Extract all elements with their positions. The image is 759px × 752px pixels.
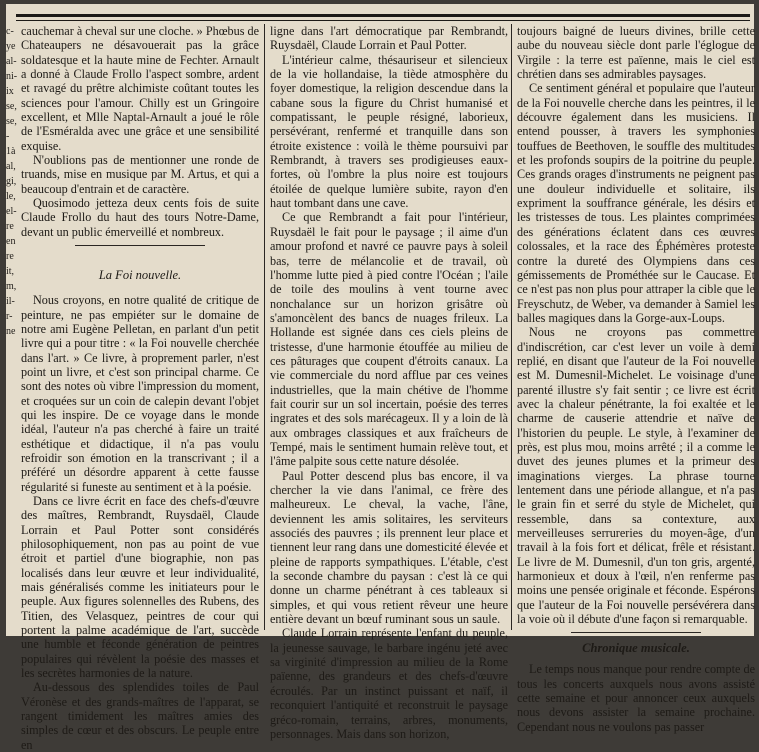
column-2 bbox=[270, 24, 508, 741]
paragraph: Nous croyons, en notre qualité de critique de peinture, ne pas empiéter sur le domaine de notre ami Eugène Pelletan, en parlant d'un petit livre qui a pour titre : « la Foi nouvelle cherchée dans l'art. » Ce livre, à proprement parler, n'est point un livre, et c'est son principal charme. Ce sont des notes où vibre l'impression du moment, et croquées sur un coin de calepin devant l'objet qui les inspire. De ce voyage dans le monde idéal, l'auteur n'a pas cherché à faire un traité esthétique et didactique, il n'a pas voulu refroidir son émotion en la transcrivant ; il a préféré un désordre apparent à cette fausse régularité si funeste au sentiment et à la poésie. bbox=[21, 293, 259, 494]
newspaper-page bbox=[6, 4, 755, 752]
paragraph: Dans ce livre écrit en face des chefs-d'œuvre des maîtres, Rembrandt, Ruysdaël, Claude Lorrain et Paul Potter sont considérés philosophiquement, non pas au point de vue étroit et partiel d'une biographie, non pas localisés dans leur œuvre et leur individualité, mais généralisés comme les initiateurs pour le peuple. Aux figures solennelles des Rubens, des Titien, des Velasquez, peintres de cour qui portent la palme académique de l'art, succède une humble et féconde génération de peintres populaires qui révèlent la poésie des masses et les secrètes harmonies de la nature. bbox=[21, 493, 259, 681]
paragraph: Nous ne croyons pas commettre d'indiscrétion, car c'est lever un voile à demi replié, en disant que l'auteur de la Foi nouvelle est M. Dumesnil-Michelet. Le voisinage d'une parenté illustre s'y fait sentir ; ce livre est écrit avec la chaleur pénétrante, la foi exaltée et le charme de causerie attendrie et naïve de l'historien du peuple. Le style, à l'examiner de près, est plus mou, moins arrêté ; il a comme le duvet des jeunes plumes et la primeur des imaginations vierges. La phrase tourne lentement dans une période allangue, et n'a pas le grain fin et serré du style de Michelet, qui ressemble, dans sa contexture, aux merveilleuses serrureries du moyen-âge, d'un travail à la fois fort et délicat, frêle et résistant. Le livre de M. Dumesnil, d'un ton gris, argenté, harmonieux et doux à l'œil, n'en renferme pas moins une pensée originale et féconde. Espérons que l'auteur de la Foi nouvelle persévérera dans la voie où il débute d'une façon si remarquable. bbox=[517, 325, 755, 627]
section-heading-foi-nouvelle: La Foi nouvelle. bbox=[98, 268, 182, 283]
paragraph: Ce sentiment général et populaire que l'auteur de la Foi nouvelle cherche dans les peintres, il le découvre également dans les musiciens. Il entend pousser, à travers les symphonies touffues de Beethoven, le souffle des multitudes et les profonds soupirs de la poitrine du peuple. Ces grands orages d'instruments ne peignent pas une douleur individuelle et solitaire, ils expriment la souffrance générale, les désirs et les tristesses de tous. Les plaintes comprimées des générations éclatent dans ces œuvres colossales, et la race des Éphémères proteste contre la dureté des Olympiens dans ces gémissements de Prométhée sur le Caucase. Et ce n'est pas non plus pour attraper la cible que le Freyschutz, de Weber, va demander à Samiel les balles magiques dans la Gorge-aux-Loups. bbox=[517, 81, 755, 325]
column-1 bbox=[21, 24, 259, 752]
paragraph: N'oublions pas de mentionner une ronde de truands, mise en musique par M. Artus, et qui a beaucoup d'entrain et de caractère. bbox=[21, 153, 259, 196]
section-heading-chronique-musicale: Chronique musicale. bbox=[582, 641, 690, 656]
paragraph: ligne dans l'art démocratique par Rembrandt, Ruysdaël, Claude Lorrain et Paul Potter. bbox=[270, 24, 508, 53]
clipped-margin-fragments: c- ye al- ni- ix se, se, - 1à al, gi, le, el- re en re it, m, il- r- ne bbox=[6, 26, 18, 337]
paragraph: Ce que Rembrandt a fait pour l'intérieur, Ruysdaël le fait pour le paysage ; il aime d'un amour profond et navré ce pauvre pays à soleil bas, terre de mélancolie et de travail, où l'homme lutte pied à pied contre l'Océan ; l'aile de toile des moulins à vent tourne avec nonchalance sur un horizon grisâtre où s'amoncèlent des bancs de nuages frileux. La Hollande est signée dans ces ciels pleins de tristesse, d'une harmonie étouffée au milieu de ces pâturages que coupent d'étroits canaux. La vie commerciale du nord afflue par ces veines industrielles, que la main chétive de l'homme fait courir sur un sol incertain, poésie des terres ingrates et des sols marécageux. Il y a loin de là aux ombrages classiques et aux fraîcheurs de Tempé, mais le sentiment humain relève tout, et l'âme palpite sous cette nature désolée. bbox=[270, 210, 508, 469]
column-divider-1 bbox=[264, 24, 265, 630]
paragraph: Le temps nous manque pour rendre compte de tous les concerts auxquels nous avons assisté cette semaine et pour annoncer ceux auxquels nous devons assister la semaine prochaine. Cependant nous ne voulons pas passer bbox=[517, 662, 755, 734]
paragraph: Paul Potter descend plus bas encore, il va chercher la vie dans l'animal, ce frère des malheureux. Le cheval, la vache, l'âne, deviennent les amis solitaires, les serviteurs associés des pauvres ; ils prennent leur place et tiennent leur rang dans une domesticité élevée et pleine de rapports sympathiques. L'étable, c'est la seconde chambre du paysan : c'est là ce qui donne un charme pénétrant à ces tableaux si simples, et qui vous retient rêveur une heure entière devant un bœuf ruminant sous un saule. bbox=[270, 468, 508, 627]
section-divider bbox=[75, 245, 205, 246]
top-rule-thick bbox=[16, 14, 750, 17]
top-rule-thin bbox=[16, 20, 750, 21]
paragraph: Quosimodo jetteza deux cents fois de suite Claude Frollo du haut des tours Notre-Dame, devant un public émerveillé et nombreux. bbox=[21, 196, 259, 239]
paragraph: cauchemar à cheval sur une cloche. » Phœbus de Chateaupers ne désavouerait pas la grâce soldatesque et la haute mine de Fechter. Arnault a donné à Claude Frollo l'aspect sombre, ardent et ravagé du prêtre alchimiste coûtant toutes les sciences pour l'amour. Chilly est un Gringoire excellent, et Mlle Naptal-Arnault a joué le rôle de l'Esméralda avec une grâce et une sensibilité exquise. bbox=[21, 24, 259, 153]
paragraph: L'intérieur calme, thésauriseur et silencieux de la vie hollandaise, la tiède atmosphère du foyer domestique, la religion descendue dans la cabane sous la figure du Christ humanisé et compatissant, le peuple résigné, laborieux, persévérant, renfermé et tranquille dans son étroite existence : voilà le thème poursuivi par Rembrandt, à travers ses prodigieuses eaux-fortes, où l'ombre la plus noire est toujours étoilée de quelque lumière subite, rayon d'en haut tombant dans une cave. bbox=[270, 52, 508, 211]
paragraph: Claude Lorrain représente l'enfant du peuple, la jeunesse sauvage, le barbare ingénu jeté avec sa virginité d'impression au milieu de la Rome païenne, des grandeurs et des chefs-d'œuvre écroulés. Par un instinct puissant et naïf, il reconquiert l'antiquité et reconstruit le paysage gréco-romain, terrains, arbres, monuments, personnages. Mais dans son horizon, bbox=[270, 626, 508, 741]
paragraph: toujours baigné de lueurs divines, brille cette aube du nouveau siècle dont parle l'églogue de Virgile : la terre est païenne, mais le ciel est chrétien dans ses admirables paysages. bbox=[517, 24, 755, 82]
column-divider-2 bbox=[511, 24, 512, 630]
paragraph: Au-dessous des splendides toiles de Paul Véronèse et des grands-maîtres de l'apparat, se rangent timidement les maîtres amies des simples de cœur et des obscurs. Le peuple entre en bbox=[21, 680, 259, 752]
column-3 bbox=[517, 24, 755, 734]
section-divider bbox=[571, 632, 701, 633]
